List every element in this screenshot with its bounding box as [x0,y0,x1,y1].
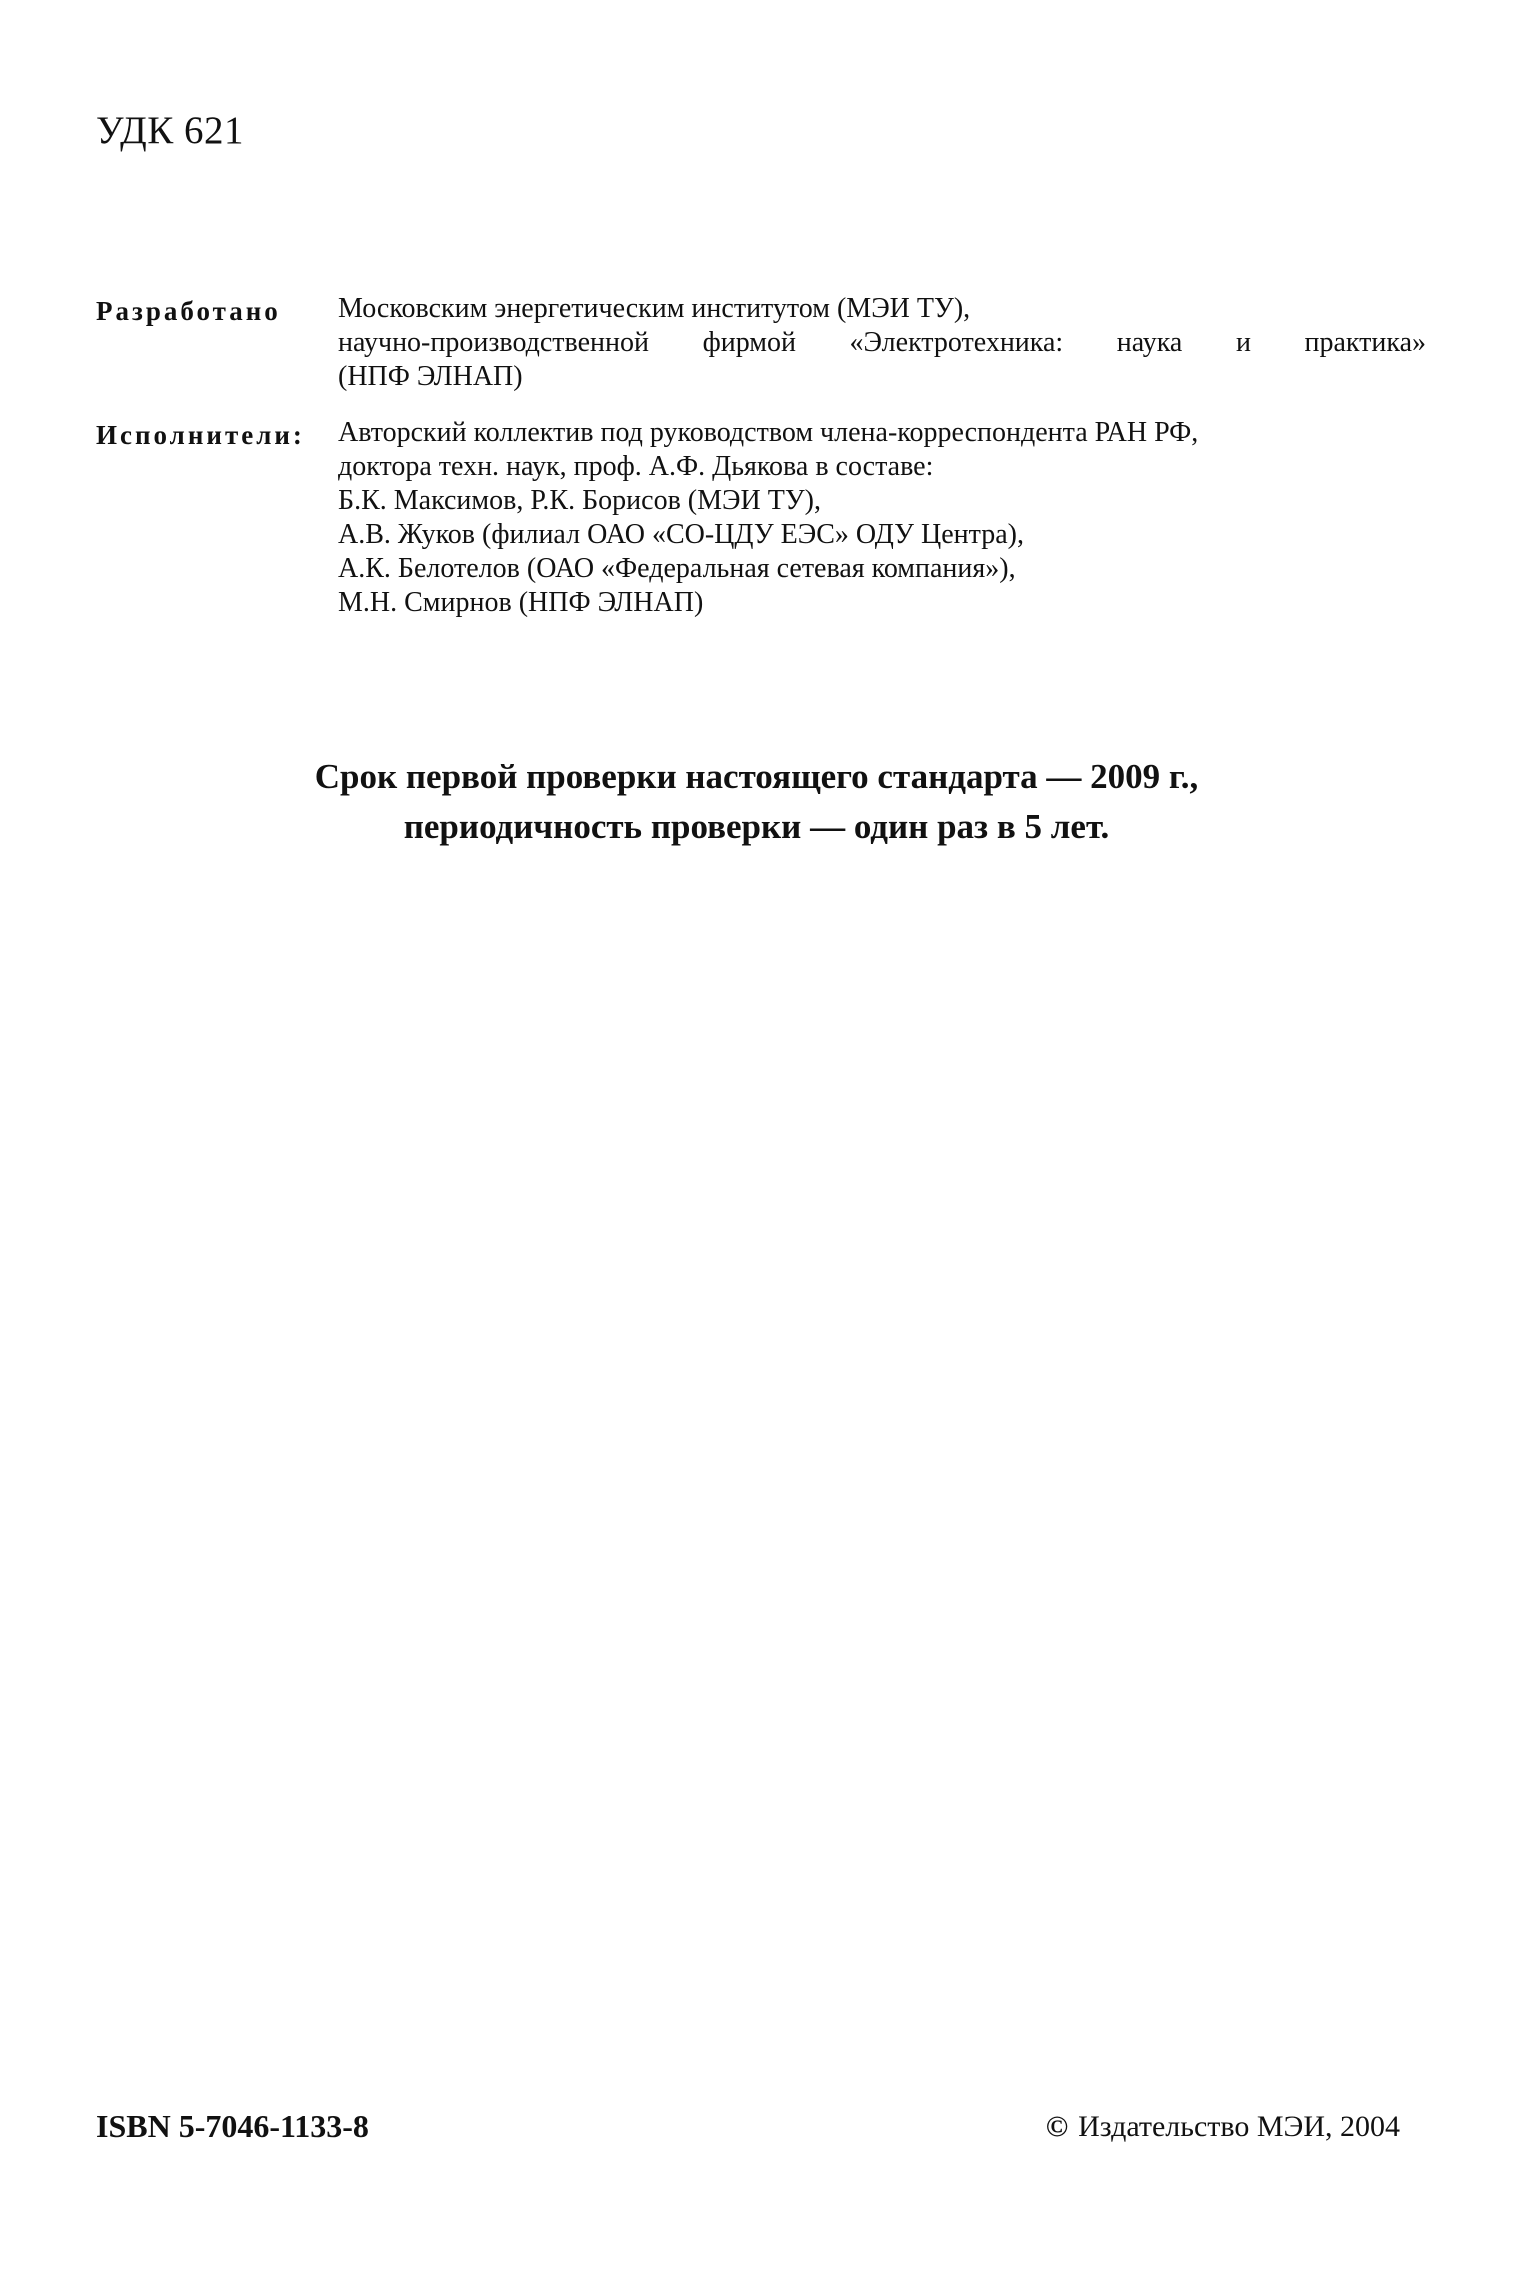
developed-text [338,292,1426,394]
udk-code: УДК 621 [96,109,245,152]
executors-line: Авторский коллектив под руководством члена-корреспондента РАН РФ, [338,417,1199,448]
executors-line: М.Н. Смирнов (НПФ ЭЛНАП) [338,587,704,618]
developed-label: Разработано [96,296,281,326]
executors-text [338,416,1426,620]
credits-block [96,292,1426,642]
executors-row [96,416,1426,620]
executors-line: Б.К. Максимов, Р.К. Борисов (МЭИ ТУ), [338,485,821,516]
isbn-number: ISBN 5-7046-1133-8 [96,2108,369,2144]
developed-line: научно-производственной фирмой «Электротехника: наука и практика» [338,327,1426,358]
copyright-text: Издательство МЭИ, 2004 [1078,2110,1400,2143]
copyright-notice [1046,2110,1400,2144]
executors-line: А.В. Жуков (филиал ОАО «СО-ЦДУ ЕЭС» ОДУ Центра), [338,519,1024,550]
executors-line: доктора техн. наук, проф. А.Ф. Дьякова в составе: [338,451,934,482]
copyright-icon: © [1045,2110,1069,2143]
developed-row [96,292,1426,394]
review-period-note [0,752,1513,852]
developed-line: (НПФ ЭЛНАП) [338,361,523,392]
review-line: Срок первой проверки настоящего стандарта — 2009 г., [314,757,1199,796]
executors-line: А.К. Белотелов (ОАО «Федеральная сетевая компания»), [338,553,1016,584]
review-line: периодичность проверки — один раз в 5 лет. [403,807,1110,846]
developed-line: Московским энергетическим институтом (МЭИ ТУ), [338,293,971,324]
executors-label: Исполнители: [96,420,305,450]
